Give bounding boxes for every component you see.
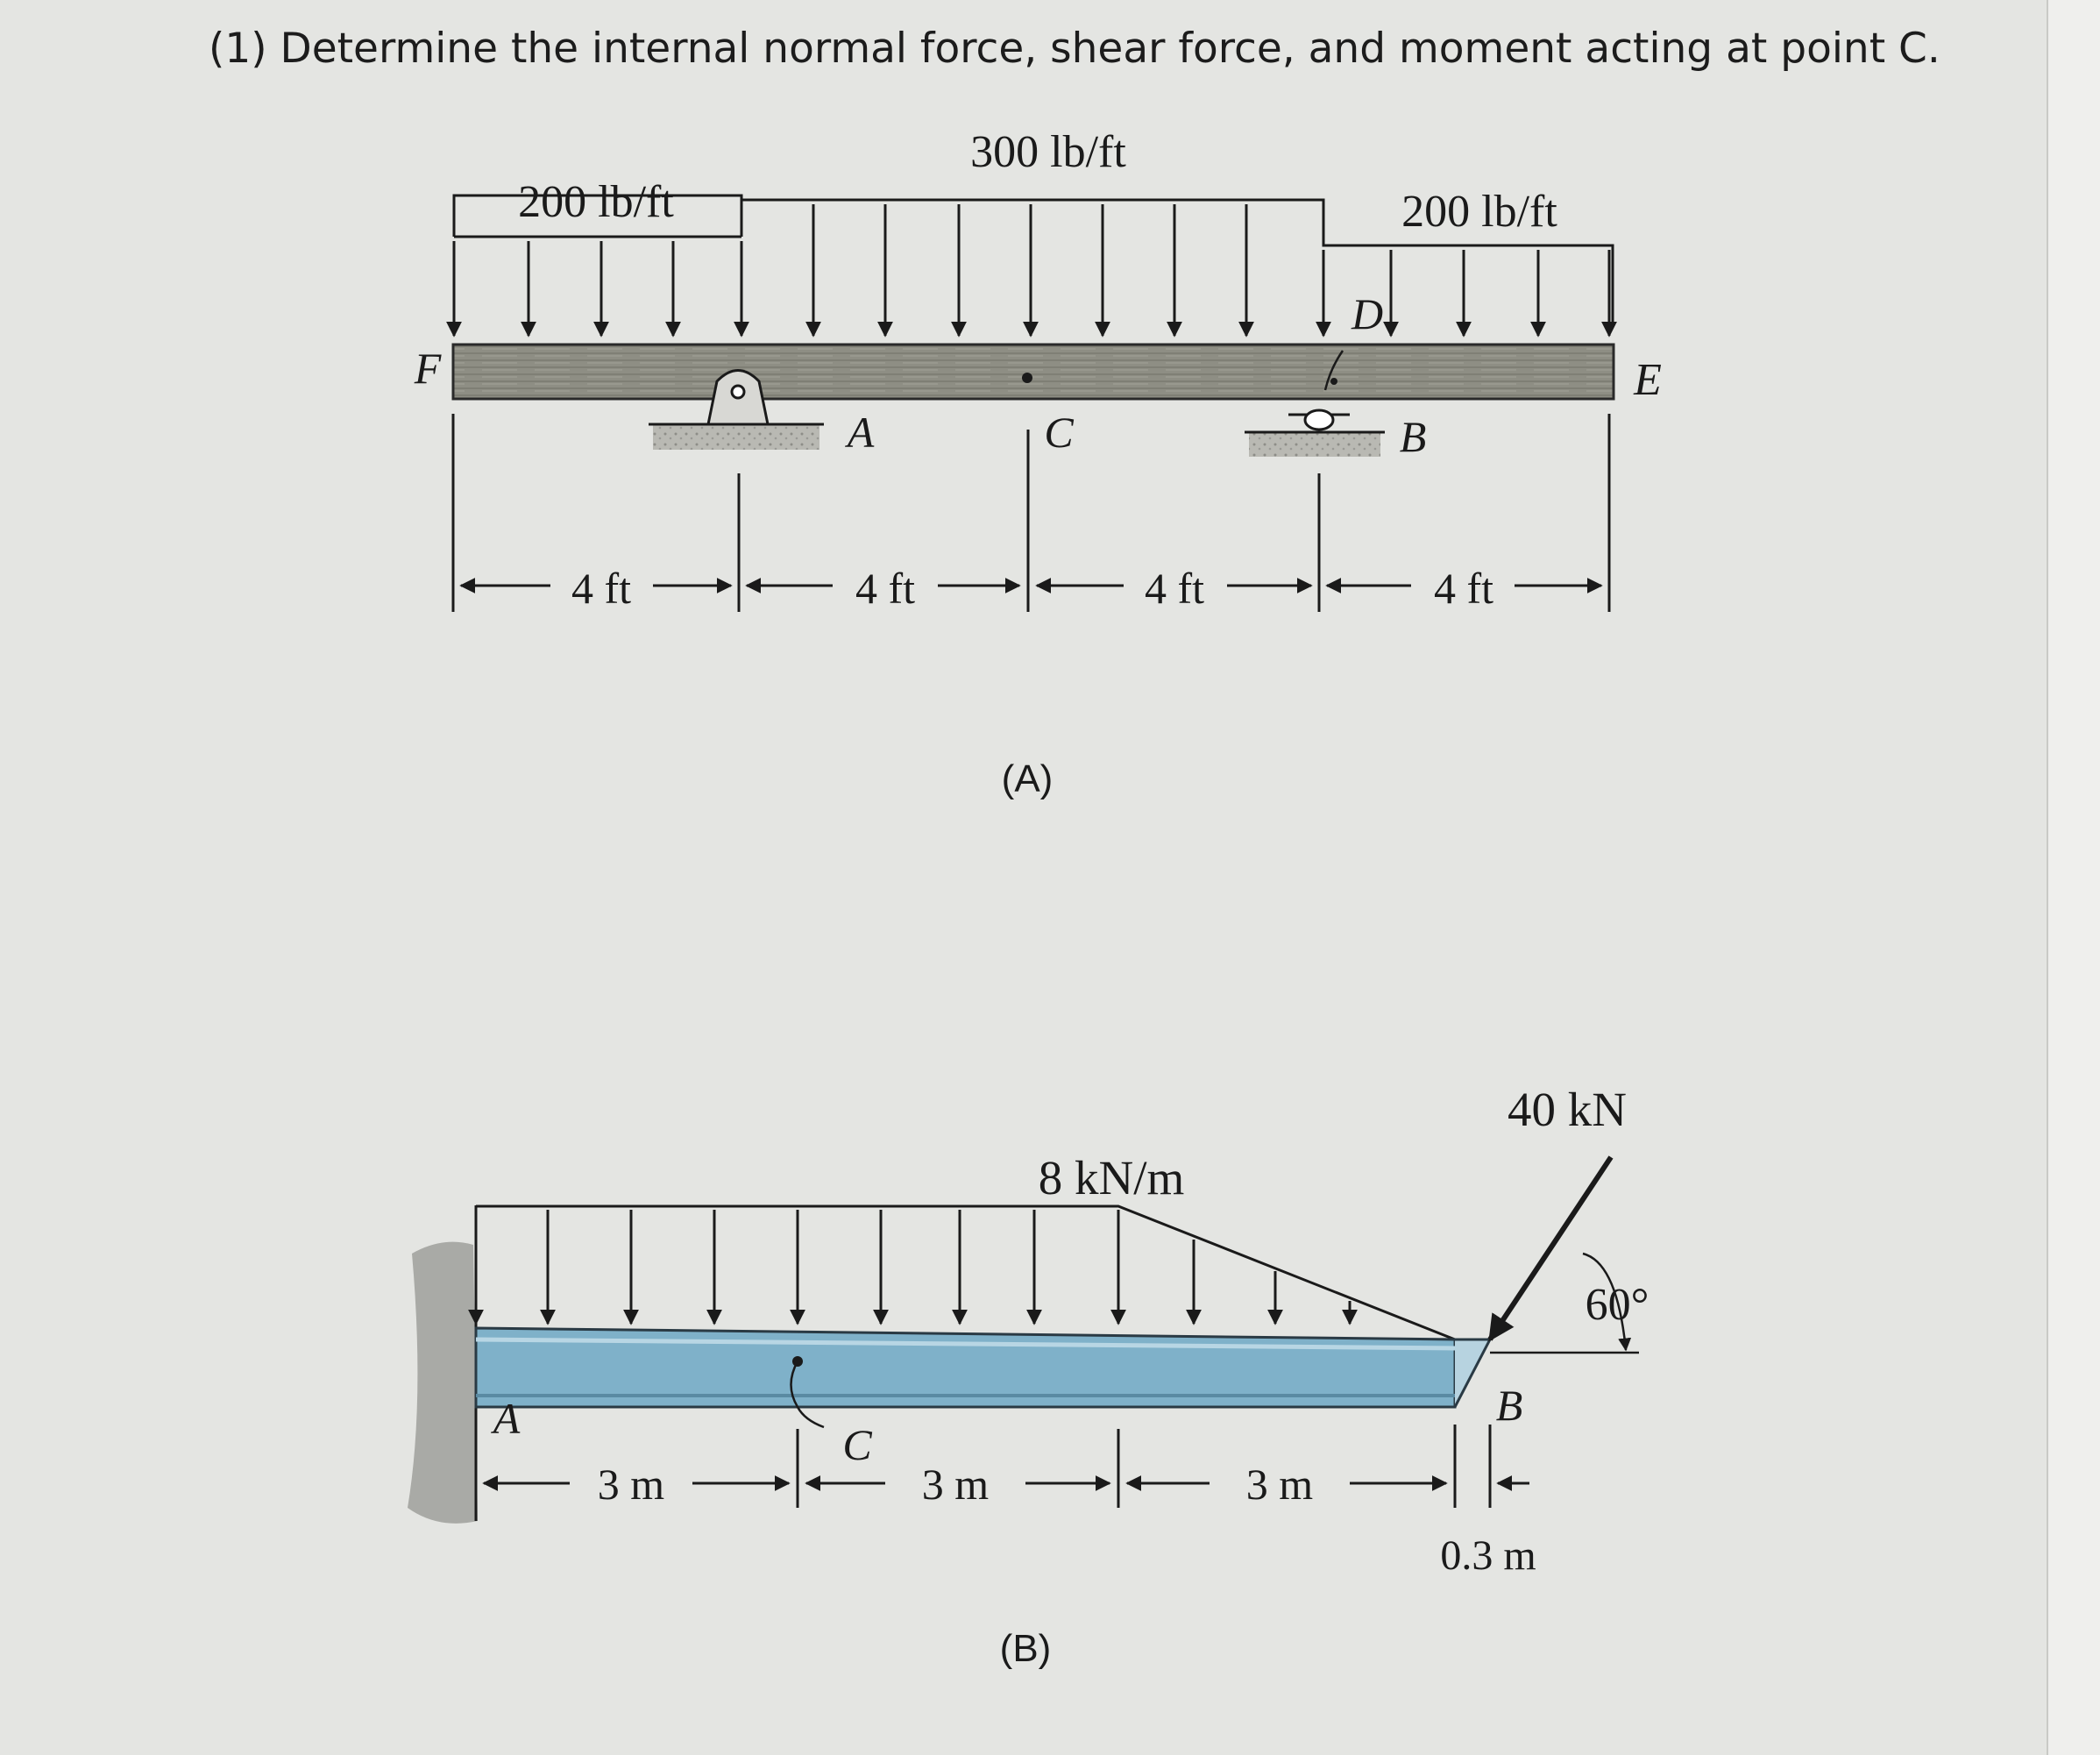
dim-label-b4: 0.3 m xyxy=(1440,1532,1536,1579)
load-profile-b xyxy=(476,1206,1455,1339)
point-load-label: 40 kN xyxy=(1508,1083,1627,1136)
label-d: D xyxy=(1351,289,1384,338)
point-c-marker xyxy=(1022,373,1032,383)
figure-b xyxy=(408,1083,1649,1670)
dim-label-1: 4 ft xyxy=(571,564,632,613)
load-arrows-b xyxy=(476,1210,1350,1324)
dim-label-3: 4 ft xyxy=(1144,564,1205,613)
load-left-label: 200 lb/ft xyxy=(518,177,674,227)
dim-label-b1: 3 m xyxy=(597,1460,665,1509)
load-middle-label: 300 lb/ft xyxy=(970,127,1126,177)
wall-b xyxy=(408,1205,478,1524)
label-c-b: C xyxy=(842,1420,872,1469)
roller-support-b xyxy=(1245,410,1385,457)
label-c: C xyxy=(1044,408,1074,457)
label-a: A xyxy=(847,408,875,457)
question-title: (1) Determine the internal normal force, shear force, and moment acting at point C. xyxy=(209,25,1940,73)
distributed-load-label: 8 kN/m xyxy=(1038,1151,1185,1204)
dim-label-b2: 3 m xyxy=(921,1460,990,1509)
caption-b: (B) xyxy=(999,1627,1052,1670)
dim-label-4: 4 ft xyxy=(1433,564,1494,613)
label-b: B xyxy=(1399,412,1427,461)
caption-a: (A) xyxy=(1001,757,1054,800)
load-right-label: 200 lb/ft xyxy=(1401,187,1557,237)
label-a-b: A xyxy=(493,1394,521,1443)
angle-label: 60° xyxy=(1585,1280,1649,1330)
label-f: F xyxy=(414,344,442,393)
beam-end-b xyxy=(1455,1339,1490,1407)
dim-label-b3: 3 m xyxy=(1245,1460,1314,1509)
dim-label-2: 4 ft xyxy=(855,564,916,613)
figure-a xyxy=(414,127,1662,800)
beam-a xyxy=(453,345,1614,399)
label-b-b: B xyxy=(1495,1381,1523,1430)
label-e: E xyxy=(1634,355,1662,405)
